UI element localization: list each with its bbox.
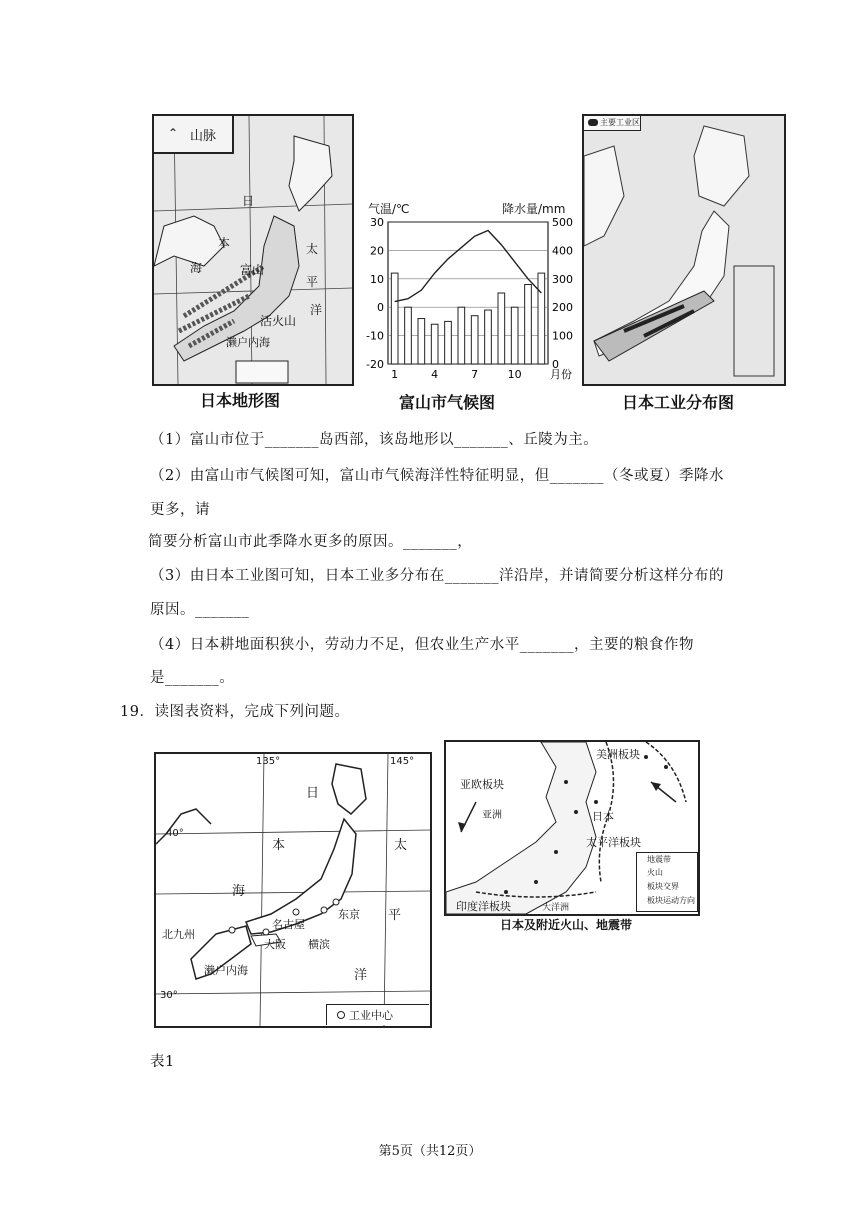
y-left-tick-label: 0 (377, 301, 384, 315)
label-oceania: 大洋洲 (542, 903, 570, 913)
y-left-tick-label: -20 (366, 358, 384, 371)
label-osaka: 大阪 (264, 938, 286, 951)
terrain-label-fushan: 富山 (240, 263, 265, 277)
temperature-line (395, 231, 542, 302)
terrain-label-ri: 日 (242, 194, 255, 208)
terrain-map-caption: 日本地形图 (200, 391, 281, 410)
terrain-legend-box (154, 116, 234, 154)
lat-40-label: 40° (166, 828, 184, 839)
lat-30-label: 30° (160, 990, 178, 1001)
terrain-map (152, 114, 354, 386)
label-yang: 洋 (354, 968, 368, 983)
precip-bar (405, 307, 412, 364)
industry-center-legend-label: 工业中心 (349, 1009, 393, 1022)
y-right-tick-label: 400 (552, 244, 573, 258)
label-hai: 海 (232, 884, 246, 899)
legend-volcano: 火山 (647, 868, 663, 877)
climate-chart-caption: 富山市气候图 (399, 393, 496, 412)
question-2-line3: 简要分析富山市此季降水更多的原因。_______， (148, 534, 473, 550)
precip-bar (445, 321, 452, 364)
label-asia: 亚洲 (482, 810, 502, 821)
label-ben: 本 (272, 838, 286, 853)
precip-bar (525, 284, 532, 364)
industry-map-drawing (584, 116, 784, 384)
plate-map (444, 740, 700, 916)
legend-boundary: 板块交界 (647, 882, 679, 891)
label-ping: 平 (388, 908, 402, 923)
mountain-icon: ⌃ (168, 126, 179, 140)
precip-bar (471, 316, 478, 364)
industry-zone-swatch (588, 119, 598, 126)
industry-map-caption: 日本工业分布图 (622, 393, 735, 412)
question-1: （1）富山市位于_______岛西部，该岛地形以_______、丘陵为主。 (150, 432, 599, 448)
precip-bar (498, 293, 505, 364)
precip-bar (431, 324, 438, 364)
question-2-line1: （2）由富山市气候图可知，富山市气候海洋性特征明显，但_______（冬或夏）季降水 (150, 468, 724, 484)
x-tick-label: 4 (431, 368, 439, 381)
terrain-label-volcano: 活火山 (260, 314, 297, 328)
question-4-line2: 是_______。 (150, 670, 235, 686)
industry-centers-drawing (156, 754, 430, 1026)
x-tick-label: 7 (471, 368, 479, 381)
label-nagoya: 名古屋 (272, 918, 305, 931)
plot-frame (388, 222, 548, 364)
label-ri: 日 (306, 786, 320, 801)
label-kitakyushu: 北九州 (162, 928, 195, 941)
climate-ylabel-left: 气温/℃ (368, 202, 410, 216)
y-right-tick-label: 300 (552, 272, 573, 286)
y-right-tick-label: 200 (552, 301, 573, 315)
industry-center-legend (326, 1004, 429, 1025)
industry-center-icon (337, 1011, 345, 1019)
label-japan: 日本 (592, 810, 614, 823)
plate-legend (636, 852, 698, 912)
industry-legend-label: 主要工业区 (600, 118, 640, 127)
y-right-tick-label: 100 (552, 329, 573, 343)
label-indian-plate: 印度洋板块 (456, 900, 511, 913)
lon-135-label: 135° (256, 756, 281, 767)
y-left-tick-label: 10 (370, 272, 384, 286)
question-19-heading: 19．读图表资料，完成下列问题。 (120, 704, 350, 720)
terrain-label-tai: 太 (306, 242, 319, 256)
plate-map-caption: 日本及附近火山、地震带 (500, 918, 633, 932)
industry-map (582, 114, 786, 386)
climate-chart (362, 200, 582, 386)
precip-bar (485, 310, 492, 364)
terrain-legend-label: 山脉 (190, 129, 217, 144)
industry-legend-box (584, 116, 641, 131)
precip-bar (458, 307, 465, 364)
climate-ylabel-right: 降水量/mm (502, 202, 566, 216)
terrain-label-seto: 濑户内海 (226, 336, 270, 349)
x-axis-label: 月份 (550, 368, 572, 381)
table-label: 表1 (150, 1054, 175, 1070)
x-tick-label: 10 (507, 368, 522, 381)
precip-bar (538, 273, 545, 364)
label-seto: 濑户内海 (204, 964, 248, 977)
label-pacific-plate: 太平洋板块 (586, 836, 641, 849)
industry-centers-map (154, 752, 432, 1028)
label-tai: 太 (394, 838, 408, 853)
label-eurasian-plate: 亚欧板块 (460, 778, 504, 791)
terrain-label-ping: 平 (306, 275, 319, 289)
precip-bar (511, 307, 518, 364)
x-tick-label: 1 (391, 368, 399, 381)
precip-bar (418, 319, 425, 364)
legend-earthquake: 地震带 (647, 855, 671, 864)
y-right-tick-label: 500 (552, 216, 573, 229)
page-footer: 第5页（共12页） (378, 1144, 482, 1159)
label-yokohama: 横滨 (308, 938, 330, 951)
label-american-plate: 美洲板块 (596, 748, 640, 761)
y-right-tick-label: 0 (552, 358, 559, 371)
climate-plot (362, 200, 582, 386)
y-left-tick-label: 30 (370, 216, 384, 229)
terrain-label-yang: 洋 (310, 303, 323, 317)
precip-bar (391, 273, 398, 364)
question-3-line1: （3）由日本工业图可知，日本工业多分布在_______洋沿岸，并请简要分析这样分布的 (150, 568, 724, 584)
lon-145-label: 145° (390, 756, 415, 767)
question-2-line2: 更多，请 (150, 502, 210, 518)
terrain-label-hai: 海 (190, 261, 203, 275)
legend-movement: 板块运动方向 (647, 896, 695, 905)
label-tokyo: 东京 (338, 908, 360, 921)
y-left-tick-label: 20 (370, 244, 384, 258)
y-left-tick-label: -10 (366, 329, 384, 343)
terrain-label-ben: 本 (218, 236, 231, 250)
question-4-line1: （4）日本耕地面积狭小，劳动力不足，但农业生产水平_______，主要的粮食作物 (150, 637, 694, 653)
question-3-line2: 原因。_______ (150, 602, 250, 618)
